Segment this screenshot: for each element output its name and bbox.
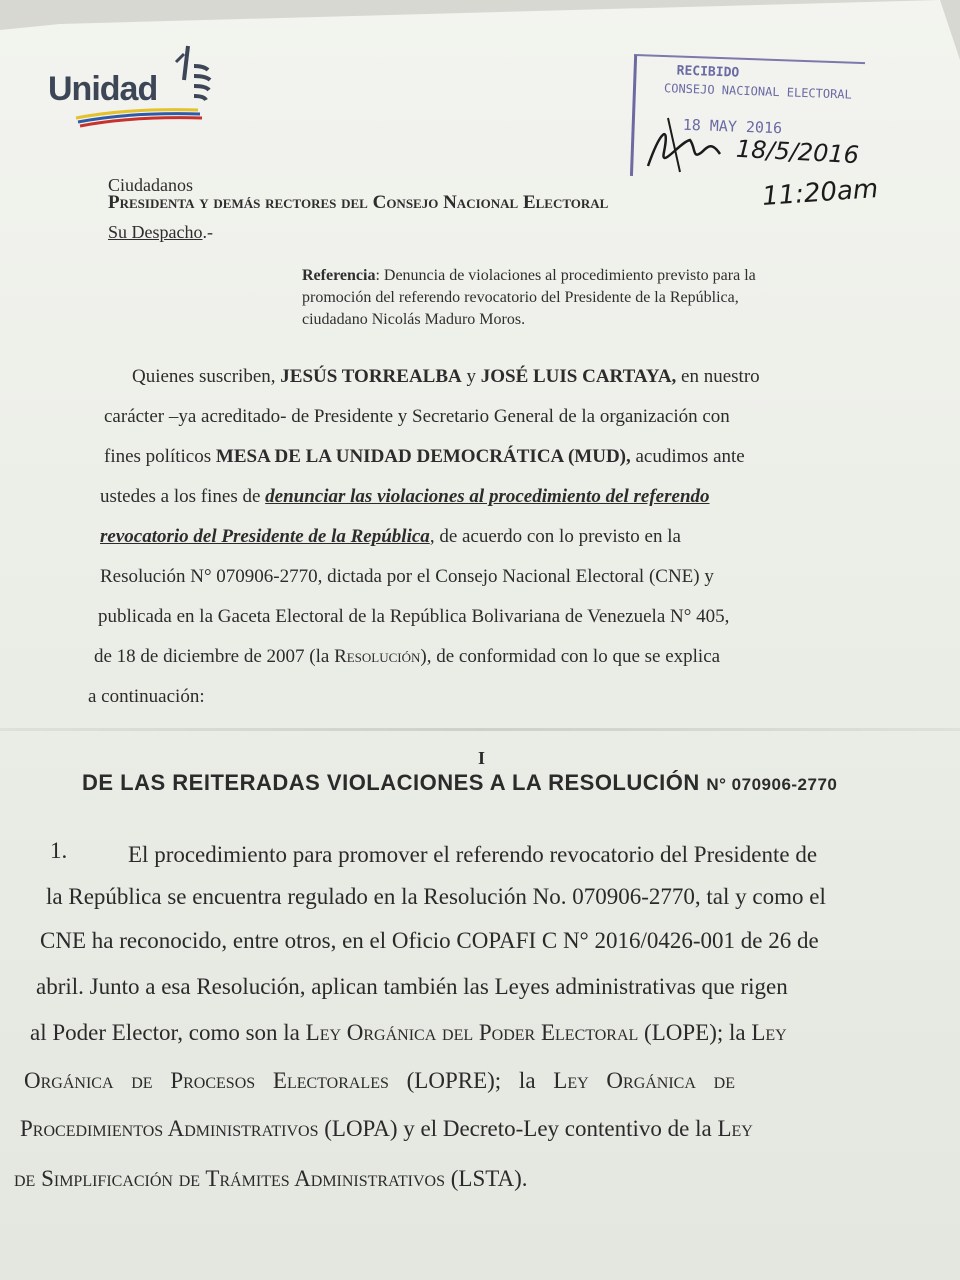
intro-line-4	[100, 486, 710, 508]
denuncia-emphasis: revocatorio del Presidente de la República	[100, 526, 430, 547]
reference-text-1: : Denuncia de violaciones al procedimiento previsto para la	[375, 267, 756, 284]
organization-name: MESA DE LA UNIDAD DEMOCRÁTICA (MUD),	[215, 446, 631, 467]
intro-text: ustedes a los fines de	[100, 486, 266, 507]
p1-text: (LOPE); la	[638, 1020, 752, 1045]
p1-text: al Poder Elector, como son la	[30, 1020, 306, 1045]
law-name: Ley	[751, 1020, 787, 1045]
reference-label: Referencia	[302, 267, 376, 284]
intro-line-5	[100, 526, 681, 548]
law-name: Procedimientos Administrativos	[20, 1116, 319, 1141]
p1-text: (LOPA) y el Decreto-Ley contentivo de la	[318, 1116, 718, 1141]
office: Su Despacho	[108, 222, 203, 242]
intro-line-1	[132, 366, 760, 388]
intro-text: y	[461, 366, 481, 387]
paragraph-number: 1.	[50, 838, 68, 863]
intro-text: ), de conformidad con lo que se explica	[420, 646, 721, 667]
office-line	[108, 222, 213, 243]
paper-fold	[0, 728, 960, 731]
salutation: Ciudadanos	[108, 175, 193, 195]
intro-text: acudimos ante	[630, 446, 745, 467]
section-number: I	[478, 748, 486, 768]
reference-line-2: promoción del referendo revocatorio del Presidente de la República,	[302, 289, 739, 306]
signer-1: JESÚS TORREALBA	[280, 366, 462, 387]
intro-line-2: carácter –ya acreditado- de Presidente y Secretario General de la organización con	[104, 406, 730, 427]
intro-line-3	[104, 446, 745, 468]
law-name: Ley Orgánica de	[553, 1068, 735, 1093]
section-title-text: DE LAS REITERADAS VIOLACIONES A LA RESOLUCIÓN	[82, 770, 707, 795]
p1-line-7	[20, 1116, 753, 1142]
p1-line-5	[30, 1020, 787, 1046]
intro-text: de 18 de diciembre de 2007 (la	[94, 646, 335, 667]
reference-line-1	[302, 265, 756, 286]
p1-line-3: CNE ha reconocido, entre otros, en el Oficio COPAFI C N° 2016/0426-001 de 26 de	[40, 928, 819, 953]
intro-line-9: a continuación:	[88, 686, 205, 707]
intro-text: fines políticos	[104, 446, 216, 467]
stamp-date: 18 MAY 2016	[682, 115, 783, 138]
p1-line-6	[24, 1068, 735, 1094]
reference-line-3: ciudadano Nicolás Maduro Moros.	[302, 311, 526, 328]
resolucion-term: Resolución	[334, 646, 421, 667]
p1-line-2: la República se encuentra regulado en la Resolución No. 070906-2770, tal y como el	[46, 884, 826, 909]
p1-text: (LSTA).	[445, 1166, 528, 1191]
stamp-council: CONSEJO NACIONAL ELECTORAL	[663, 81, 853, 102]
logo-text: Unidad	[48, 70, 158, 108]
stamp-received: RECIBIDO	[676, 63, 740, 81]
law-name: de Simplificación de Trámites Administrativos	[14, 1166, 445, 1191]
intro-line-6: Resolución N° 070906-2770, dictada por el Consejo Nacional Electoral (CNE) y	[100, 566, 714, 587]
handwritten-date: 18/5/2016	[735, 134, 860, 170]
denuncia-emphasis: denunciar las violaciones al procedimiento del referendo	[265, 486, 710, 507]
unidad-logo	[48, 44, 238, 128]
office-suffix: .-	[202, 222, 213, 242]
intro-text: , de acuerdo con lo previsto en la	[429, 526, 681, 547]
handwritten-time: 11:20am	[761, 173, 880, 213]
section-title	[82, 770, 837, 796]
signature	[640, 112, 740, 182]
intro-line-7: publicada en la Gaceta Electoral de la República Bolivariana de Venezuela N° 405,	[98, 606, 730, 627]
law-name: Ley Orgánica del Poder Electoral	[305, 1020, 639, 1045]
p1-line-1: El procedimiento para promover el referendo revocatorio del Presidente de	[128, 842, 818, 867]
intro-text: Quienes suscriben,	[132, 366, 281, 387]
section-title-number: N° 070906-2770	[706, 775, 838, 794]
p1-text: (LOPRE); la	[388, 1068, 554, 1093]
law-name: Orgánica de Procesos Electorales	[24, 1068, 389, 1093]
recipient: Presidenta y demás rectores del Consejo Nacional Electoral	[108, 192, 609, 213]
p1-line-8	[14, 1166, 527, 1192]
signer-2: JOSÉ LUIS CARTAYA,	[480, 366, 677, 387]
intro-line-8	[94, 646, 720, 668]
law-name: Ley	[717, 1116, 753, 1141]
intro-text: en nuestro	[676, 366, 760, 387]
p1-line-4: abril. Junto a esa Resolución, aplican también las Leyes administrativas que rigen	[36, 974, 788, 999]
